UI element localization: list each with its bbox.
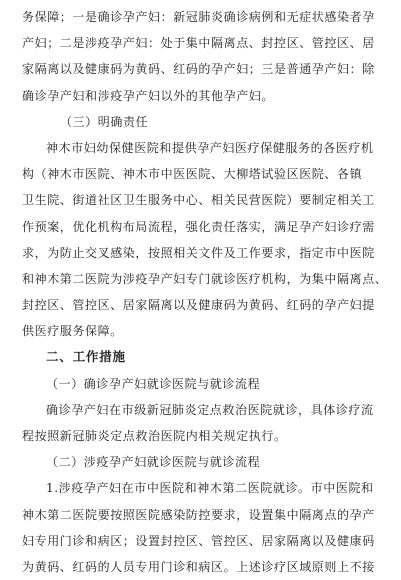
section-heading: 二、工作措施 <box>46 349 126 365</box>
text-line: 构（神木市医院、神木市中医医院、大柳塔试验区医院、各镇 <box>22 167 363 182</box>
text-line: 神木第二医院要按照医院感染防控要求，设置集中隔离点的孕产 <box>22 507 375 522</box>
text-line: 为黄码、红码的人员专用门诊和病区。上述诊疗区域原则上不接 <box>22 559 375 574</box>
text-line: 务保障；一是确诊孕产妇：新冠肺炎确诊病例和无症状感染者孕 <box>22 10 375 24</box>
text-line: 神木市妇幼保健医院和提供孕产妇医疗保健服务的各医疗机 <box>46 140 374 155</box>
text-line: （三）明确责任 <box>60 114 149 129</box>
text-line: 产妇；二是涉疫孕产妇：处于集中隔离点、封控区、管控区、居 <box>22 36 375 51</box>
text-line: 卫生院、街道社区卫生服务中心、相关民营医院）要制定相关工 <box>22 193 375 208</box>
text-line: 程按照新冠肺炎定点救治医院内相关规定执行。 <box>22 429 287 443</box>
text-line: 1.涉疫孕产妇在市中医院和神木第二医院就诊。市中医院和 <box>46 481 374 496</box>
text-line: 妇专用门诊和病区；设置封控区、管控区、居家隔离以及健康码 <box>22 533 375 548</box>
text-line: 求，为防止交叉感染，按照相关文件及工作要求，指定市中医院 <box>22 245 375 260</box>
text-line: 家隔离以及健康码为黄码、红码的孕产妇；三是普通孕产妇：除 <box>22 62 375 77</box>
text-line: 和神木第二医院为涉疫孕产妇专门就诊医疗机构，为集中隔离点、 <box>22 271 387 286</box>
text-line: 封控区、管控区、居家隔离以及健康码为黄码、红码的孕产妇提 <box>22 298 375 313</box>
text-line: （一）确诊孕产妇就诊医院与就诊流程 <box>46 376 261 391</box>
text-line: 确诊孕产妇在市级新冠肺炎定点救治医院就诊，具体诊疗流 <box>46 402 374 417</box>
text-line: （二）涉疫孕产妇就诊医院与就诊流程 <box>46 455 261 470</box>
text-line: 供医疗服务保障。 <box>22 324 123 339</box>
text-line: 作预案，优化机构布局流程，强化责任落实，满足孕产妇诊疗需 <box>22 219 375 234</box>
text-line: 确诊孕产妇和涉疫孕产妇以外的其他孕产妇。 <box>22 88 275 103</box>
